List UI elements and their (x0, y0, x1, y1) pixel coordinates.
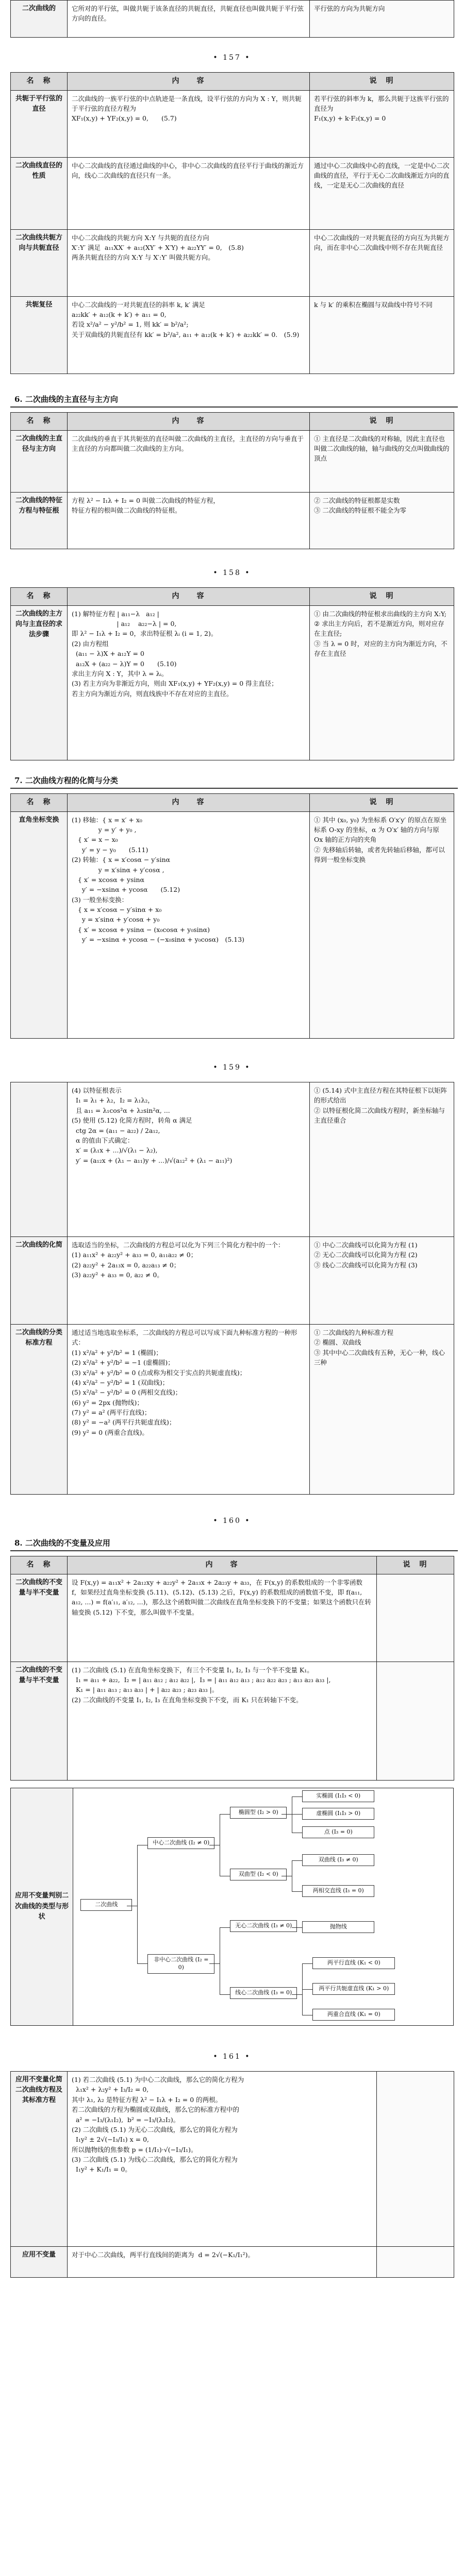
row-name: 二次曲线的分类标准方程 (11, 1325, 68, 1495)
row-name: 二次曲线的不变量与半不变量 (11, 1574, 68, 1662)
row-content: 通过适当地选取坐标系，二次曲线的方程总可以写成下面九种标准方程的一种形式： (1) x²/a² + y²/b² = 1 (椭圆)； (2) x²/a² + y²/b² = −1 (虚椭圆)； (3) x²/a² + y²/b² = 0 (点或称为相交于实点的共轭虚直线)； (4) x²/a² − y²/b² = 1 (双曲线)； (5) x²/a² − y²/b² = 0 (两相交直线)； (6) y² = 2px (抛物线)； (7) y² = a² (两平行直线)； (8) y² = −a² (两平行共轭虚直线)； (9) y² = 0 (两重合直线)。 (68, 1325, 310, 1495)
row-note (377, 2247, 454, 2278)
row-name: 共轭复径 (11, 296, 68, 374)
table-coordinate-transform (0, 793, 464, 1039)
col-header-note: 说 明 (310, 794, 454, 812)
row-note: 若平行弦的斜率为 k，那么共轭于这族平行弦的直径为 F₁(x,y) + k·F₂(x,y) = 0 (310, 90, 454, 157)
row-content: 它所对的平行弦，叫做共轭于该条直径的共轭直径，共轭直径也叫做共轭于平行弦方向的直径。 (68, 1, 310, 38)
tree-node-coincident-lines: 两重合直线 (K₁ = 0) (312, 2009, 395, 2021)
tree-node-parabolic-group: 无心二次曲线 (I₃ ≠ 0) (230, 1920, 297, 1932)
row-name: 二次曲线的 (11, 1, 68, 38)
page-number: • 158 • (213, 569, 251, 577)
row-note: 平行弦的方向为共轭方向 (310, 1, 454, 38)
table-principal-steps (0, 587, 464, 760)
row-content: 设 F(x,y) = a₁₁x² + 2a₁₂xy + a₂₂y² + 2a₁₃x + 2a₂₃y + a₃₃，在 F(x,y) 的系数组成的一个非零函数 f，如果经过直角坐标变换 (5.11)、(5.12)、(5.13) 之后，F(x,y) 的系数组成的函数值不变，即 f(a₁₁, a₁₂, ...) = f(a′₁₁, a′₁₂, ...)，那么这个函数叫做二次曲线在直角坐标变换下的不变量；如果这个函数只在转轴变换 (5.12) 下不变，那么叫做半不变量。 (68, 1574, 377, 1662)
col-header-content: 内 容 (68, 73, 310, 91)
row-name: 二次曲线的主方向与主直径的求法步骤 (11, 605, 68, 760)
col-header-note: 说 明 (377, 1556, 454, 1574)
col-header-note: 说 明 (310, 588, 454, 606)
row-content: (1) 解特征方程 | a₁₁−λ a₁₂ | | a₁₂ a₂₂−λ | = 0, 即 λ² − I₁λ + I₂ = 0，求出特征根 λᵢ (i = 1, 2)。 (2) 由方程组 (a₁₁ − λ)X + a₁₂Y = 0 a₁₂X + (a₂₂ − λ)Y = 0 (5.10) 求出主方向 X : Y，其中 λ = λᵢ。 (3) 若主方向为非渐近方向，则由 XF₁(x,y) + YF₂(x,y) = 0 得主直径； 若主方向为渐近方向，则直线族中不存在对应的主直径。 (68, 605, 310, 760)
classification-tree (73, 1788, 454, 2026)
row-note: ① 二次曲线的九种标准方程 ② 椭圆、双曲线 ③ 其中中心二次曲线有五种，无心一种，线心三种 (310, 1325, 454, 1495)
table-invariants (0, 1556, 464, 1781)
tree-node-elliptic: 椭圆型 (I₂ > 0) (230, 1807, 287, 1819)
page-fragment-top (0, 0, 464, 38)
row-content: 中心二次曲线的一对共轭直径的斜率 k, k′ 满足 a₂₂kk′ + a₁₂(k + k′) + a₁₁ = 0, 若设 x²/a² − y²/b² = 1, 则 kk′ = b²/a²; 关于双曲线的共轭直径有 kk′ = b²/a², a₁₁ + a₁₂(k + k′) + a₂₂kk′ = 0. (5.9) (68, 296, 310, 374)
col-header-name: 名 称 (11, 73, 68, 91)
tree-node-intersecting-lines: 两相交直线 (I₃ = 0) (302, 1885, 374, 1897)
row-content: 中心二次曲线的直径通过曲线的中心，非中心二次曲线的直径平行于曲线的渐近方向，线心二次曲线的直径只有一条。 (68, 157, 310, 229)
fragment-table (10, 0, 454, 38)
row-note: ② 二次曲线的特征根都是实数 ③ 二次曲线的特征根不能全为零 (310, 492, 454, 549)
tree-node-root: 二次曲线 (80, 1899, 132, 1911)
row-content: (1) 移轴：{ x = x′ + x₀ y = y′ + y₀ , { x′ = x − x₀ y′ = y − y₀ (5.11) (2) 转轴：{ x = x′cosα − y′sinα y = x′sinα + y′cosα , { x′ = xcosα + ysinα y′ = −xsinα + ycosα (5.12) (3) 一般坐标变换： { x = x′cosα − y′sinα + x₀ y = x′sinα + y′cosα + y₀ { x′ = xcosα + ysinα − (x₀cosα + y₀sinα) y′ = −xsinα + ycosα − (−x₀sinα + y₀cosα) (5.13) (68, 811, 310, 1038)
tree-node-noncentral: 非中心二次曲线 (I₂ = 0) (147, 1954, 214, 1974)
tree-node-parabola: 抛物线 (302, 1921, 374, 1933)
page-number: • 160 • (213, 1517, 251, 1525)
row-name (11, 1082, 68, 1237)
classification-tree-section (10, 1788, 454, 2026)
row-note: k 与 k′ 的乘积在椭圆与双曲线中符号不同 (310, 296, 454, 374)
row-note: ① 其中 (x₀, y₀) 为坐标系 O′x′y′ 的原点在原坐标系 O-xy 的坐标，α 为 O′x′ 轴的方向与原 Ox 轴的正方向的夹角 ② 先移轴后转轴，或者先转轴后移轴，都可以得到一般坐标变换 (310, 811, 454, 1038)
col-header-name: 名 称 (11, 1556, 68, 1574)
col-header-name: 名 称 (11, 413, 68, 431)
col-header-content: 内 容 (68, 794, 310, 812)
tree-node-parallel-imaginary-lines: 两平行共轭虚直线 (K₁ > 0) (312, 1983, 395, 1995)
row-note: 中心二次曲线的一对共轭直径的方向互为共轭方向，而在非中心二次曲线中则不存在共轭直径 (310, 229, 454, 296)
col-header-name: 名 称 (11, 588, 68, 606)
tree-node-hyperbolic: 双曲型 (I₂ < 0) (230, 1869, 287, 1880)
col-header-content: 内 容 (68, 413, 310, 431)
row-note: 通过中心二次曲线中心的直线，一定是中心二次曲线的直径，平行于无心二次曲线渐近方向的直线，一定是无心二次曲线的直径 (310, 157, 454, 229)
tree-node-real-ellipse: 实椭圆 (I₁I₃ < 0) (302, 1790, 374, 1802)
tree-node-line-center-group: 线心二次曲线 (I₃ = 0) (230, 1987, 297, 1999)
row-content: (1) 二次曲线 (5.1) 在直角坐标变换下，有三个不变量 I₁, I₂, I₃ 与一个半不变量 K₁。 I₁ = a₁₁ + a₂₂, I₂ = | a₁₁ a₁₂ ; a₁₂ a₂₂ |, I₃ = | a₁₁ a₁₂ a₁₃ ; a₁₂ a₂₂ a₂₃ ; a₁₃ a₂₃ a₃₃ |, K₁ = | a₁₁ a₁₃ ; a₁₃ a₃₃ | + | a₂₂ a₂₃ ; a₂₃ a₃₃ |。 (2) 二次曲线的不变量 I₁, I₂, I₃ 在直角坐标变换下不变，而 K₁ 只在转轴下不变。 (68, 1662, 377, 1780)
row-name: 应用不变量化简二次曲线方程及其标准方程 (11, 2072, 68, 2247)
section-title: 8. 二次曲线的不变量及应用 (10, 1535, 458, 1551)
row-content: 方程 λ² − I₁λ + I₂ = 0 叫做二次曲线的特征方程， 特征方程的根叫做二次曲线的特征根。 (68, 492, 310, 549)
page-number: • 157 • (213, 54, 251, 62)
row-note (377, 1574, 454, 1662)
tree-node-central: 中心二次曲线 (I₂ ≠ 0) (147, 1837, 214, 1849)
page-number: • 161 • (213, 2053, 251, 2061)
row-name: 直角坐标变换 (11, 811, 68, 1038)
row-note: ① 由二次曲线的特征根求出曲线的主方向 X:Y; ② 求出主方向后，若不是渐近方向，则对应存在主直径; ③ 当 λ = 0 时，对应的主方向为渐近方向，不存在主直径 (310, 605, 454, 760)
row-content: 对于中心二次曲线，两平行直线间的距离为 d = 2√(−K₁/I₁²)。 (68, 2247, 377, 2278)
tree-node-point: 点 (I₃ = 0) (302, 1826, 374, 1838)
row-name: 二次曲线的化简 (11, 1237, 68, 1325)
row-content: (4) 以特征根表示 I₁ = λ₁ + λ₂，I₂ = λ₁λ₂， 且 a₁₁ = λ₁cos²α + λ₂sin²α, ... (5) 使用 (5.12) 化简方程时，转角 α 满足 ctg 2α = (a₁₁ − a₂₂) / 2a₁₂, α 的值由下式确定： x′ = (λ₁x + ...)/√(λ₁ − λ₂), y′ = (a₁₂x + (λ₁ − a₁₁)y + ...)/√(a₁₂² + (λ₁ − a₁₁)²) (68, 1082, 310, 1237)
tree-node-parallel-lines: 两平行直线 (K₁ < 0) (312, 1957, 395, 1969)
table-conjugate (0, 72, 464, 374)
section-title: 7. 二次曲线方程的化简与分类 (10, 773, 458, 789)
row-name: 二次曲线的主直径与主方向 (11, 430, 68, 492)
col-header-content: 内 容 (68, 588, 310, 606)
col-header-name: 名 称 (11, 794, 68, 812)
row-name: 共轭于平行弦的直径 (11, 90, 68, 157)
row-note: ① 主直径是二次曲线的对称轴，因此主直径也叫做二次曲线的轴，轴与曲线的交点叫做曲线的顶点 (310, 430, 454, 492)
tree-node-imaginary-ellipse: 虚椭圆 (I₁I₃ > 0) (302, 1808, 374, 1820)
row-name: 二次曲线的不变量与半不变量 (11, 1662, 68, 1780)
tree-row-name: 应用不变量判别二次曲线的类型与形状 (10, 1788, 73, 2026)
row-name: 二次曲线的特征方程与特征根 (11, 492, 68, 549)
table-invariant-application (0, 2071, 464, 2278)
col-header-note: 说 明 (310, 413, 454, 431)
table-simplification (0, 1082, 464, 1495)
row-name: 二次曲线直径的性质 (11, 157, 68, 229)
row-note (377, 1662, 454, 1780)
page-number: • 159 • (213, 1063, 251, 1072)
row-note: ① (5.14) 式中主直径方程在其特征根下以矩阵的形式给出 ② 以特征根化简二次曲线方程时，新坐标轴与主直径重合 (310, 1082, 454, 1237)
row-name: 二次曲线共轭方向与共轭直径 (11, 229, 68, 296)
table-principal (0, 412, 464, 549)
row-content: 二次曲线的垂直于其共轭弦的直径叫做二次曲线的主直径，主直径的方向与垂直于主直径的方向都叫做二次曲线的主方向。 (68, 430, 310, 492)
row-note (377, 2072, 454, 2247)
row-content: (1) 若二次曲线 (5.1) 为中心二次曲线，那么它的简化方程为 λ₁x² + λ₂y² + I₃/I₂ = 0, 其中 λ₁, λ₂ 是特征方程 λ² − I₁λ + I₂ = 0 的两根。 若二次曲线的方程为椭圆或双曲线，那么它的标准方程中的 a² = −I₃/(λ₁I₂), b² = −I₃/(λ₂I₂)。 (2) 二次曲线 (5.1) 为无心二次曲线，那么它的简化方程为 I₁y² ± 2√(−I₃/I₁) x = 0, 所以抛物线的焦参数 p = (1/I₁)·√(−I₃/I₁)。 (3) 二次曲线 (5.1) 为线心二次曲线，那么它的简化方程为 I₁y² + K₁/I₁ = 0。 (68, 2072, 377, 2247)
tree-node-hyperbola: 双曲线 (I₃ ≠ 0) (302, 1854, 374, 1866)
section-title: 6. 二次曲线的主直径与主方向 (10, 392, 458, 408)
row-content: 二次曲线的一族平行弦的中点轨迹是一条直线，设平行弦的方向为 X : Y，则共轭于平行弦的直径方程为 XF₁(x,y) + YF₂(x,y) = 0, (5.7) (68, 90, 310, 157)
col-header-note: 说 明 (310, 73, 454, 91)
row-note: ① 中心二次曲线可以化简为方程 (1) ② 无心二次曲线可以化简为方程 (2) ③ 线心二次曲线可以化简为方程 (3) (310, 1237, 454, 1325)
row-content: 中心二次曲线的共轭方向 X:Y 与共轭的直径方向 X′:Y′ 满足 a₁₁XX′ + a₁₂(XY′ + X′Y) + a₂₂YY′ = 0, (5.8) 两条共轭直径的方向 X:Y 与 X′:Y′ 叫做共轭方向。 (68, 229, 310, 296)
row-content: 选取适当的坐标，二次曲线的方程总可以化为下列三个简化方程中的一个： (1) a₁₁x² + a₂₂y² + a₃₃ = 0, a₁₁a₂₂ ≠ 0； (2) a₂₂y² + 2a₁₃x = 0, a₂₂a₁₃ ≠ 0； (3) a₂₂y² + a₃₃ = 0, a₂₂ ≠ 0。 (68, 1237, 310, 1325)
col-header-content: 内 容 (68, 1556, 377, 1574)
row-name: 应用不变量 (11, 2247, 68, 2278)
